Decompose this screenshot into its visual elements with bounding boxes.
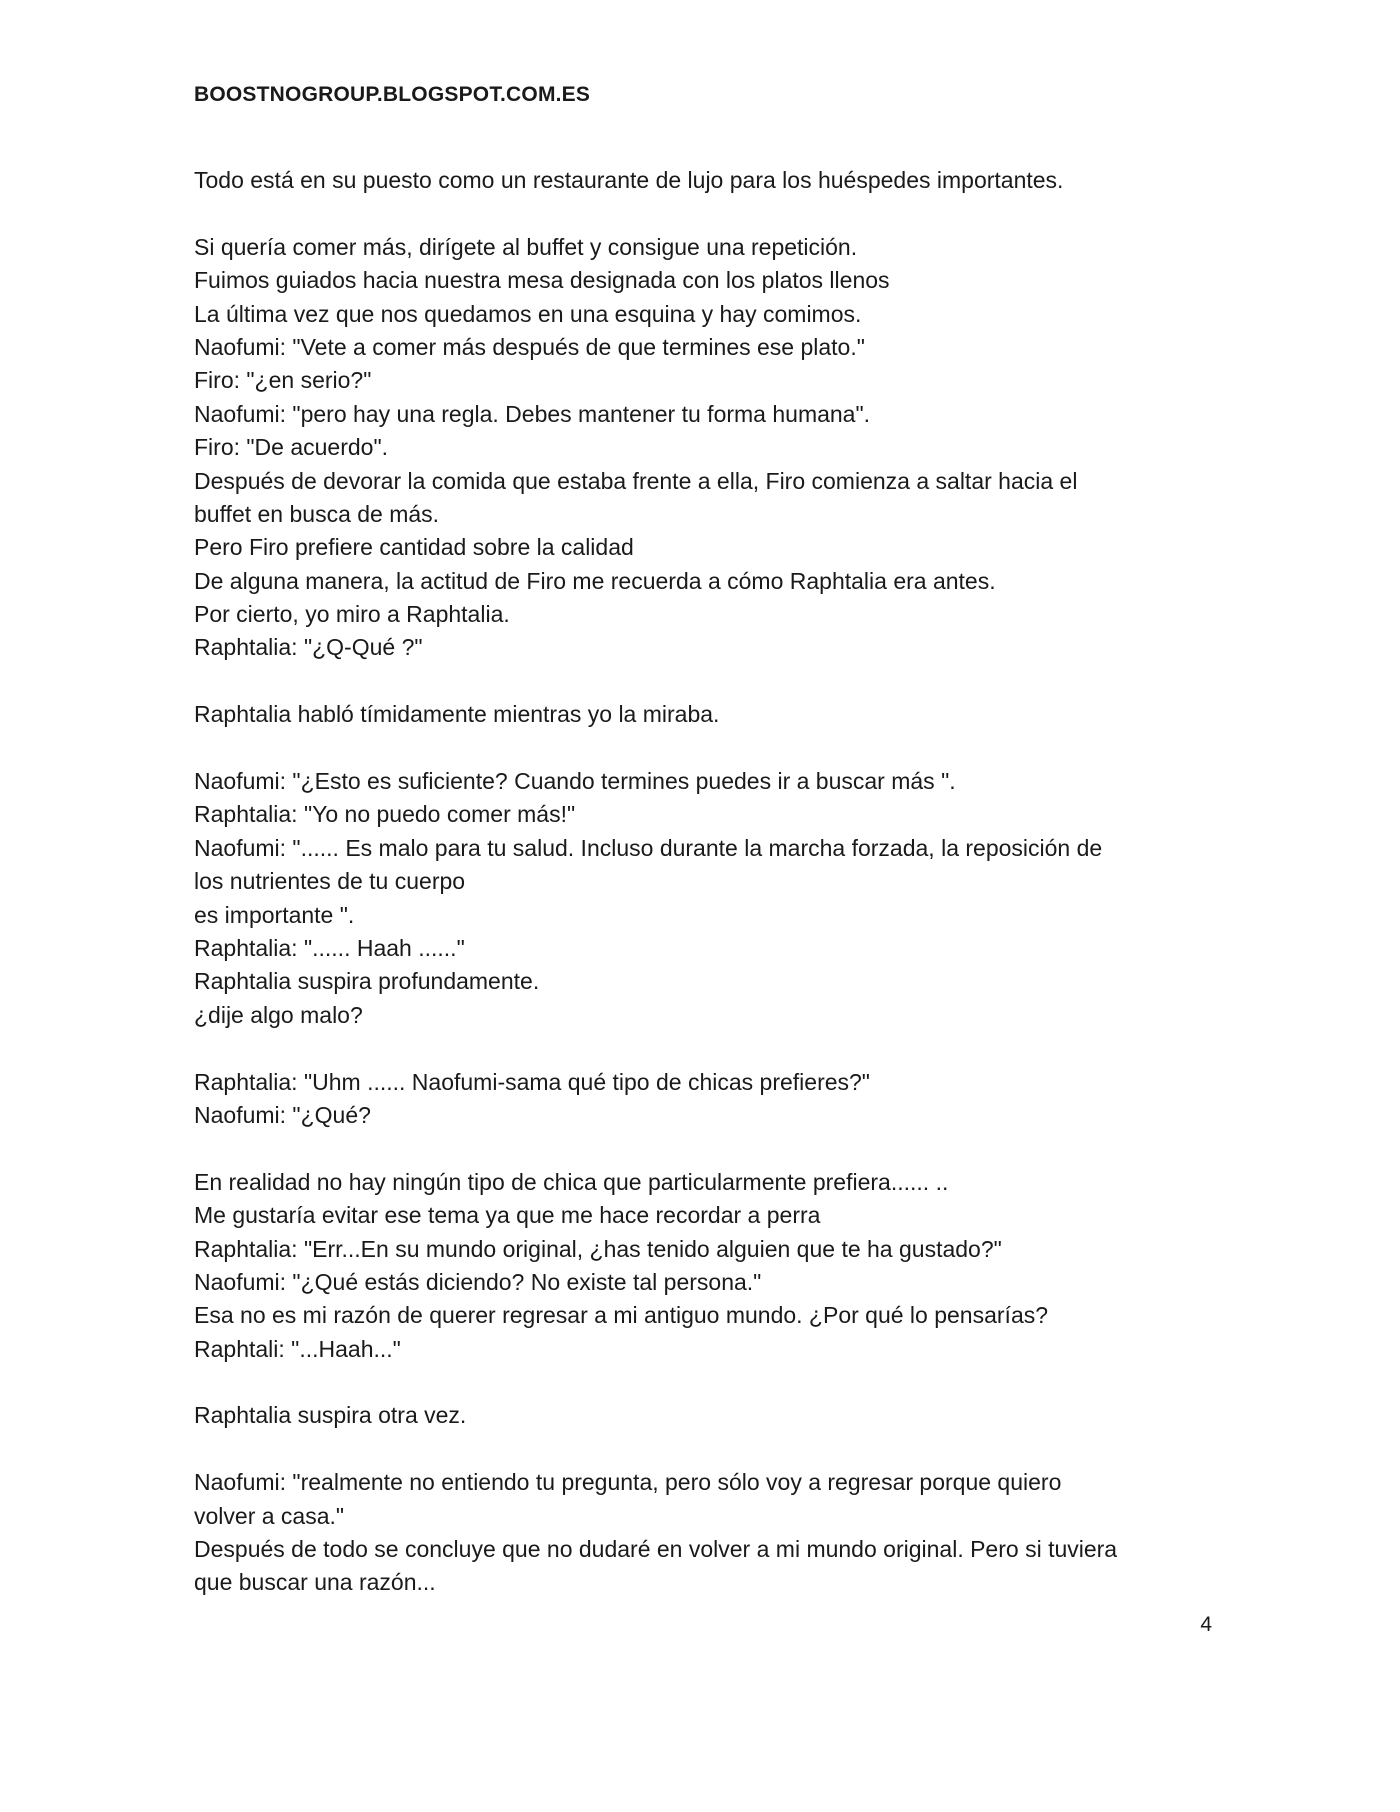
text-line: Firo: "¿en serio?": [194, 367, 372, 394]
page-header-site: BOOSTNOGROUP.BLOGSPOT.COM.ES: [194, 83, 591, 106]
text-line: Si quería comer más, dirígete al buffet y consigue una repetición.: [194, 233, 858, 260]
text-line: Después de todo se concluye que no dudaré en volver a mi mundo original. Pero si tuviera: [194, 1536, 1118, 1563]
text-line: Raphtalia: "...... Haah ......": [194, 934, 465, 961]
text-line: los nutrientes de tu cuerpo: [194, 868, 466, 895]
text-line: Raphtalia: "Err...En su mundo original, ¿has tenido alguien que te ha gustado?": [194, 1235, 1002, 1262]
text-line: Naofumi: "¿Qué?: [194, 1101, 371, 1128]
text-line: Después de devorar la comida que estaba frente a ella, Firo comienza a saltar hacia el: [194, 467, 1078, 494]
page-number: 4: [1200, 1613, 1212, 1636]
blank-line: [194, 665, 1214, 698]
text-line: Raphtalia: "¿Q-Qué ?": [194, 634, 423, 661]
text-line: buffet en busca de más.: [194, 500, 440, 527]
text-line: Firo: "De acuerdo".: [194, 434, 389, 461]
text-line: Pero Firo prefiere cantidad sobre la calidad: [194, 534, 634, 561]
blank-line: [194, 1366, 1214, 1399]
text-line: Por cierto, yo miro a Raphtalia.: [194, 601, 510, 628]
text-line: Raphtalia suspira otra vez.: [194, 1402, 467, 1429]
blank-line: [194, 197, 1214, 230]
text-line: En realidad no hay ningún tipo de chica que particularmente prefiera...... ..: [194, 1168, 949, 1195]
blank-line: [194, 1132, 1214, 1165]
text-line: es importante ".: [194, 901, 355, 928]
text-line: ¿dije algo malo?: [194, 1001, 363, 1028]
text-line: Raphtalia: "Uhm ...... Naofumi-sama qué tipo de chicas prefieres?": [194, 1068, 870, 1095]
text-line: Todo está en su puesto como un restaurante de lujo para los huéspedes importantes.: [194, 167, 1064, 193]
text-line: Me gustaría evitar ese tema ya que me hace recordar a perra: [194, 1202, 821, 1229]
text-line: La última vez que nos quedamos en una esquina y hay comimos.: [194, 300, 862, 327]
blank-line: [194, 1032, 1214, 1065]
text-line: Naofumi: "¿Esto es suficiente? Cuando termines puedes ir a buscar más ".: [194, 768, 956, 795]
text-line: Raphtali: "...Haah...": [194, 1335, 401, 1362]
text-line: Raphtalia: "Yo no puedo comer más!": [194, 801, 576, 828]
text-line: Raphtalia habló tímidamente mientras yo la miraba.: [194, 701, 720, 728]
text-line: Fuimos guiados hacia nuestra mesa designada con los platos llenos: [194, 267, 890, 294]
text-line: Naofumi: "...... Es malo para tu salud. Incluso durante la marcha forzada, la reposición de: [194, 834, 1103, 861]
text-line: Naofumi: "Vete a comer más después de que termines ese plato.": [194, 333, 865, 360]
text-line: volver a casa.": [194, 1502, 345, 1529]
text-line: que buscar una razón...: [194, 1569, 436, 1596]
text-line: Naofumi: "pero hay una regla. Debes mantener tu forma humana".: [194, 400, 871, 427]
text-line: Naofumi: "realmente no entiendo tu pregunta, pero sólo voy a regresar porque quiero: [194, 1469, 1062, 1496]
blank-line: [194, 1433, 1214, 1466]
text-line: Naofumi: "¿Qué estás diciendo? No existe tal persona.": [194, 1268, 762, 1295]
body-text: [194, 164, 1214, 1600]
text-line: Raphtalia suspira profundamente.: [194, 968, 540, 995]
text-line: Esa no es mi razón de querer regresar a mi antiguo mundo. ¿Por qué lo pensarías?: [194, 1302, 1049, 1329]
text-line: De alguna manera, la actitud de Firo me recuerda a cómo Raphtalia era antes.: [194, 567, 996, 594]
blank-line: [194, 732, 1214, 765]
